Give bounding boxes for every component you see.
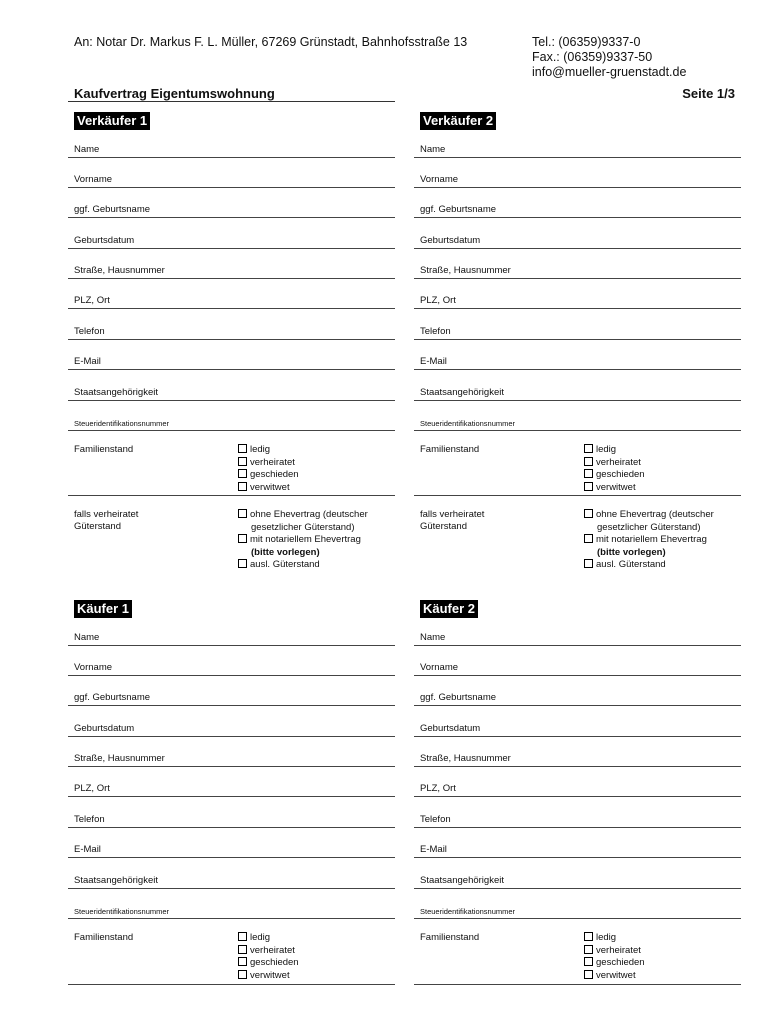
checkbox-icon[interactable] [238, 444, 247, 453]
field-label: PLZ, Ort [420, 295, 456, 306]
option-verheiratet[interactable]: verheiratet [238, 457, 299, 470]
option-ausl-gueterstand[interactable]: ausl. Güterstand [584, 559, 714, 572]
field-label: PLZ, Ort [420, 783, 456, 794]
option-geschieden[interactable]: geschieden [584, 469, 645, 482]
option-verheiratet[interactable]: verheiratet [584, 457, 645, 470]
option-verheiratet[interactable]: verheiratet [584, 945, 645, 958]
buyer-1-telefon-field[interactable] [68, 806, 395, 828]
gueterstand-label: falls verheiratet Güterstand [420, 509, 485, 532]
notary-address: An: Notar Dr. Markus F. L. Müller, 67269 Grünstadt, Bahnhofsstraße 13 [74, 35, 468, 49]
field-label: E-Mail [420, 844, 447, 855]
checkbox-icon[interactable] [584, 932, 593, 941]
notary-phone: Tel.: (06359)9337-0 [532, 35, 641, 49]
checkbox-icon[interactable] [238, 482, 247, 491]
buyer-1-strasse-field[interactable] [68, 745, 395, 767]
field-label: Staatsangehörigkeit [420, 387, 504, 398]
divider [414, 984, 741, 985]
option-verheiratet[interactable]: verheiratet [238, 945, 299, 958]
field-label: Telefon [420, 326, 451, 337]
option-verwitwet[interactable]: verwitwet [584, 482, 645, 495]
option-geschieden[interactable]: geschieden [238, 957, 299, 970]
seller-2-geburtsname-field[interactable] [414, 196, 741, 218]
field-label: Name [74, 144, 100, 155]
checkbox-icon[interactable] [584, 559, 593, 568]
checkbox-icon[interactable] [238, 945, 247, 954]
option-ausl-gueterstand[interactable]: ausl. Güterstand [238, 559, 368, 572]
buyer-1-staatsangehoerigkeit-field[interactable] [68, 867, 395, 889]
buyer-2-email-field[interactable] [414, 836, 741, 858]
notary-email: info@mueller-gruenstadt.de [532, 65, 687, 79]
field-label: Vorname [420, 174, 459, 185]
familienstand-options [238, 932, 299, 982]
checkbox-icon[interactable] [584, 945, 593, 954]
field-label: Straße, Hausnummer [420, 753, 511, 764]
field-label: Steueridentifikationsnummer [420, 907, 516, 916]
field-label: Name [74, 632, 100, 643]
field-label: ggf. Geburtsname [420, 204, 497, 215]
seller-1-geburtsname-field[interactable] [68, 196, 395, 218]
buyer-2-heading: Käufer 2 [420, 600, 478, 618]
field-label: Name [420, 632, 446, 643]
option-ledig[interactable]: ledig [584, 444, 645, 457]
buyer-1-geburtsname-field[interactable] [68, 684, 395, 706]
option-ledig[interactable]: ledig [238, 932, 299, 945]
field-label: Geburtsdatum [420, 723, 481, 734]
checkbox-icon[interactable] [238, 559, 247, 568]
gueterstand-label: falls verheiratet Güterstand [74, 509, 139, 532]
option-verwitwet[interactable]: verwitwet [238, 970, 299, 983]
field-label: PLZ, Ort [74, 295, 110, 306]
field-label: Staatsangehörigkeit [420, 875, 504, 886]
document-title: Kaufvertrag Eigentumswohnung [74, 86, 275, 101]
checkbox-icon[interactable] [584, 970, 593, 979]
seller-1-heading: Verkäufer 1 [74, 112, 150, 130]
field-label: E-Mail [74, 356, 101, 367]
buyer-1-geburtsdatum-field[interactable] [68, 715, 395, 737]
checkbox-icon[interactable] [584, 482, 593, 491]
checkbox-icon[interactable] [238, 970, 247, 979]
seller-2-staatsangehoerigkeit-field[interactable] [414, 379, 741, 401]
divider [414, 495, 741, 496]
buyer-2-staatsangehoerigkeit-field[interactable] [414, 867, 741, 889]
familienstand-label: Familienstand [74, 444, 134, 455]
buyer-2-strasse-field[interactable] [414, 745, 741, 767]
field-label: Telefon [74, 814, 105, 825]
field-label: PLZ, Ort [74, 783, 110, 794]
checkbox-icon[interactable] [238, 932, 247, 941]
seller-2-strasse-field[interactable] [414, 257, 741, 279]
checkbox-icon[interactable] [584, 444, 593, 453]
buyer-2-plz-ort-field[interactable] [414, 775, 741, 797]
field-label: ggf. Geburtsname [74, 692, 151, 703]
option-ohne-ehevertrag[interactable]: ohne Ehevertrag (deutscher gesetzlicher Güterstand) [584, 509, 714, 534]
checkbox-icon[interactable] [584, 509, 593, 518]
seller-2-email-field[interactable] [414, 348, 741, 370]
seller-2-name-field[interactable] [414, 136, 741, 158]
field-label: Geburtsdatum [74, 723, 135, 734]
option-ledig[interactable]: ledig [238, 444, 299, 457]
option-geschieden[interactable]: geschieden [238, 469, 299, 482]
option-ledig[interactable]: ledig [584, 932, 645, 945]
field-label: Staatsangehörigkeit [74, 387, 158, 398]
checkbox-icon[interactable] [238, 457, 247, 466]
familienstand-label: Familienstand [74, 932, 134, 943]
field-label: Steueridentifikationsnummer [420, 419, 516, 428]
option-ohne-ehevertrag[interactable]: ohne Ehevertrag (deutscher gesetzlicher Güterstand) [238, 509, 368, 534]
seller-1-email-field[interactable] [68, 348, 395, 370]
field-label: E-Mail [420, 356, 447, 367]
field-label: Vorname [420, 662, 459, 673]
checkbox-icon[interactable] [238, 957, 247, 966]
seller-1-vorname-field[interactable] [68, 166, 395, 188]
option-mit-ehevertrag[interactable]: mit notariellem Ehevertrag (bitte vorlegen) [238, 534, 368, 559]
checkbox-icon[interactable] [584, 957, 593, 966]
buyer-2-name-field[interactable] [414, 624, 741, 646]
field-label: Straße, Hausnummer [420, 265, 511, 276]
field-label: Vorname [74, 662, 113, 673]
field-label: Telefon [74, 326, 105, 337]
seller-2-plz-ort-field[interactable] [414, 287, 741, 309]
seller-1-geburtsdatum-field[interactable] [68, 227, 395, 249]
field-label: Steueridentifikationsnummer [74, 907, 170, 916]
checkbox-icon[interactable] [238, 509, 247, 518]
seller-1-name-field[interactable] [68, 136, 395, 158]
field-label: E-Mail [74, 844, 101, 855]
familienstand-options [584, 444, 645, 494]
seller-2-steuer-id-field[interactable] [414, 409, 741, 431]
buyer-1-steuer-id-field[interactable] [68, 897, 395, 919]
buyer-2-steuer-id-field[interactable] [414, 897, 741, 919]
checkbox-icon[interactable] [238, 534, 247, 543]
checkbox-icon[interactable] [584, 469, 593, 478]
buyer-1-plz-ort-field[interactable] [68, 775, 395, 797]
option-mit-ehevertrag[interactable]: mit notariellem Ehevertrag (bitte vorlegen) [584, 534, 714, 559]
field-label: Straße, Hausnummer [74, 265, 165, 276]
seller-1-telefon-field[interactable] [68, 318, 395, 340]
field-label: Vorname [74, 174, 113, 185]
seller-2-vorname-field[interactable] [414, 166, 741, 188]
buyer-2-vorname-field[interactable] [414, 654, 741, 676]
option-verwitwet[interactable]: verwitwet [238, 482, 299, 495]
familienstand-label: Familienstand [420, 444, 480, 455]
familienstand-options [584, 932, 645, 982]
option-geschieden[interactable]: geschieden [584, 957, 645, 970]
seller-1-plz-ort-field[interactable] [68, 287, 395, 309]
familienstand-label: Familienstand [420, 932, 480, 943]
seller-1-staatsangehoerigkeit-field[interactable] [68, 379, 395, 401]
field-label: ggf. Geburtsname [420, 692, 497, 703]
field-label: Steueridentifikationsnummer [74, 419, 170, 428]
field-label: Staatsangehörigkeit [74, 875, 158, 886]
buyer-1-email-field[interactable] [68, 836, 395, 858]
divider [68, 495, 395, 496]
option-verwitwet[interactable]: verwitwet [584, 970, 645, 983]
seller-1-strasse-field[interactable] [68, 257, 395, 279]
buyer-1-name-field[interactable] [68, 624, 395, 646]
checkbox-icon[interactable] [238, 469, 247, 478]
buyer-2-geburtsdatum-field[interactable] [414, 715, 741, 737]
seller-1-steuer-id-field[interactable] [68, 409, 395, 431]
field-label: Straße, Hausnummer [74, 753, 165, 764]
field-label: Name [420, 144, 446, 155]
title-underline [68, 101, 395, 102]
gueterstand-options [584, 509, 714, 572]
divider [68, 984, 395, 985]
field-label: Geburtsdatum [420, 235, 481, 246]
checkbox-icon[interactable] [584, 534, 593, 543]
field-label: Telefon [420, 814, 451, 825]
buyer-1-heading: Käufer 1 [74, 600, 132, 618]
seller-2-geburtsdatum-field[interactable] [414, 227, 741, 249]
field-label: ggf. Geburtsname [74, 204, 151, 215]
checkbox-icon[interactable] [584, 457, 593, 466]
buyer-1-vorname-field[interactable] [68, 654, 395, 676]
familienstand-options [238, 444, 299, 494]
gueterstand-options [238, 509, 368, 572]
page-indicator: Seite 1/3 [682, 86, 735, 101]
field-label: Geburtsdatum [74, 235, 135, 246]
notary-contact [532, 35, 686, 80]
notary-fax: Fax.: (06359)9337-50 [532, 50, 653, 64]
buyer-2-geburtsname-field[interactable] [414, 684, 741, 706]
seller-2-heading: Verkäufer 2 [420, 112, 496, 130]
seller-2-telefon-field[interactable] [414, 318, 741, 340]
buyer-2-telefon-field[interactable] [414, 806, 741, 828]
